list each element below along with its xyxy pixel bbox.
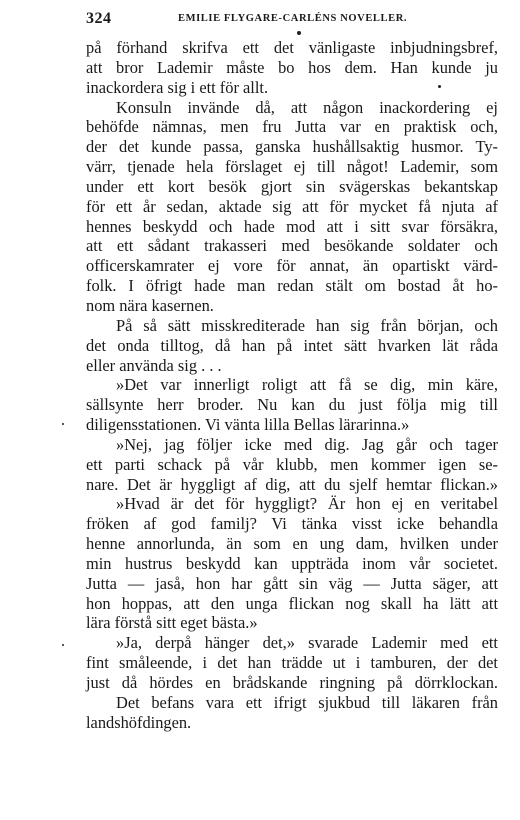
text-line: min hustrus beskydd kan uppträda inom vår societet. <box>86 553 498 573</box>
text-line: nom nära kasernen. <box>86 295 214 315</box>
text-line: officerskamrater ej vore för annat, än opartiskt värd- <box>86 256 498 276</box>
text-line: för ett år sedan, aktade sig att för mycket få njuta af <box>86 196 498 216</box>
text-line: »Det var innerligt roligt att få se dig, min käre, <box>116 375 498 395</box>
text-line: »Ja, derpå hänger det,» svarade Lademir med ett <box>116 633 498 653</box>
ink-speck <box>62 423 64 425</box>
text-line: der det kunde passa, ganska hushållsaktig husmor. Ty- <box>86 137 498 157</box>
body-text <box>86 38 498 733</box>
text-line: att bror Lademir måste bo hos dem. Han kunde ju <box>86 57 498 77</box>
text-line: lära förstå sitt eget bästa.» <box>86 613 258 633</box>
running-head <box>86 10 486 30</box>
running-title: EMILIE FLYGARE-CARLÉNS NOVELLER. <box>178 13 408 24</box>
text-line: på förhand skrifva ett det vänligaste inbjudningsbref, <box>86 38 498 57</box>
text-line: På så sätt misskrediterade han sig från början, och <box>116 315 498 335</box>
text-line: fint småleende, i det han trädde ut i tamburen, der det <box>86 653 498 673</box>
text-line: »Hvad är det för hyggligt? Är hon ej en veritabel <box>116 494 498 514</box>
text-line: Konsuln invände då, att någon inackordering ej <box>116 97 498 117</box>
text-line: inackordera sig i ett för allt. <box>86 77 269 97</box>
ink-speck <box>62 644 64 646</box>
text-line: behöfde nämnas, men fru Jutta var en praktisk och, <box>86 117 498 137</box>
page-number: 324 <box>86 10 112 27</box>
text-line: Jutta — jaså, hon har gått sin väg — Jutta säger, att <box>86 573 498 593</box>
text-line: värr, tjenade hela förslaget ej till något! Lademir, som <box>86 157 498 177</box>
text-line: sällsynte herr broder. Nu kan du just följa mig till <box>86 395 498 415</box>
text-line: under ett kort besök gjort sin svägerskas bekantskap <box>86 176 498 196</box>
text-line: landshöfdingen. <box>86 712 192 732</box>
text-line: folk. I öfrigt hade man redan stält om bostad åt ho- <box>86 276 498 296</box>
text-line: henne annorlunda, än som en ung dam, hvilken under <box>86 534 498 554</box>
text-line: att ett sådant trakasseri med besökande soldater och <box>86 236 498 256</box>
text-line: »Nej, jag följer icke med dig. Jag går och tager <box>116 434 498 454</box>
text-line: hennes beskydd och hade mod att i sitt svar försäkra, <box>86 216 498 236</box>
text-line: fröken af god familj? Vi tänka visst icke behandla <box>86 514 498 534</box>
text-line: diligensstationen. Vi vänta lilla Bellas lärarinna.» <box>86 415 410 435</box>
ink-speck <box>438 85 441 88</box>
text-line: Det befans vara ett ifrigt sjukbud till läkaren från <box>116 692 498 712</box>
text-line: hon hoppas, att den unga flickan nog skall ha lätt att <box>86 593 498 613</box>
text-line: nare. Det är hyggligt af dig, att du sjelf hemtar flickan.» <box>86 474 498 494</box>
text-line: ett parti schack på vår klubb, men kommer igen se- <box>86 454 498 474</box>
text-line: just då hördes en brådskande ringning på dörrklockan. <box>86 673 498 692</box>
text-line: det onda tilltog, då han på intet sätt hvarken lät råda <box>86 335 498 355</box>
ink-speck <box>297 31 301 35</box>
text-line: eller använda sig . . . <box>86 355 222 375</box>
